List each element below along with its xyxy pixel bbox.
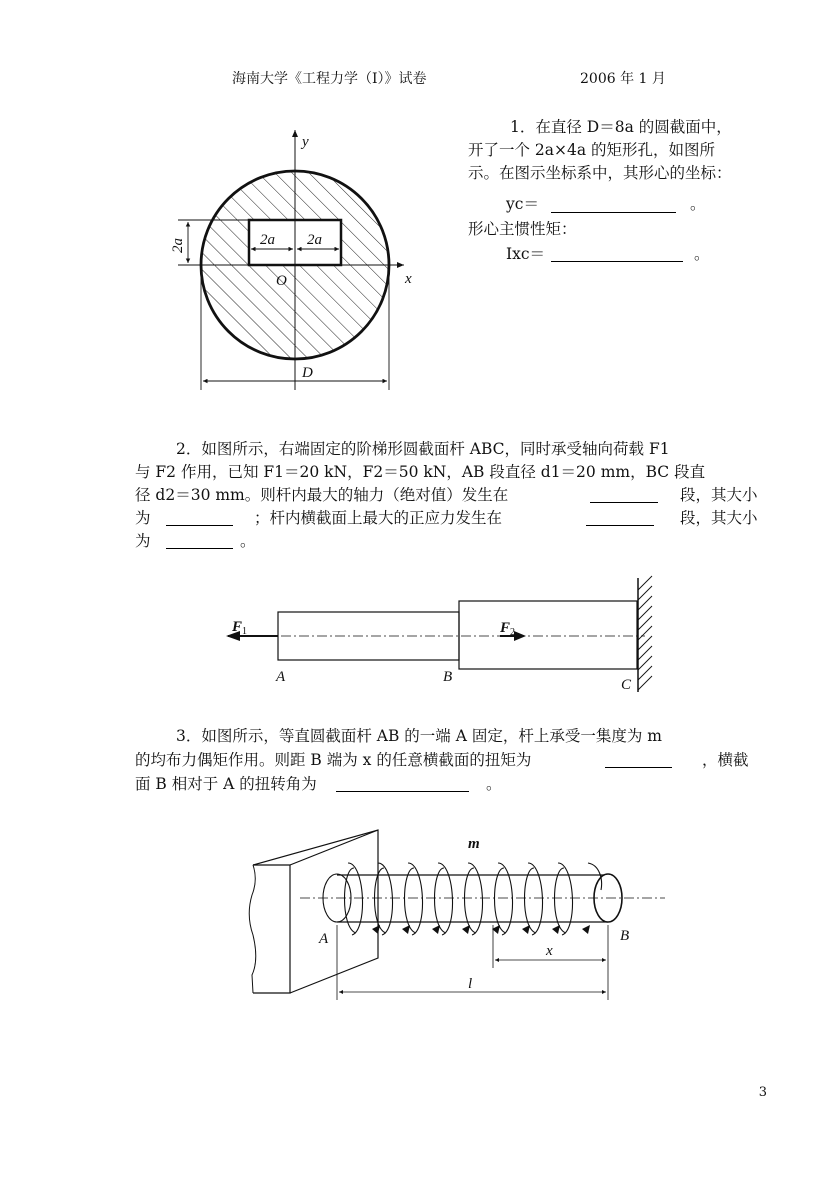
q2-f1-label: $F_1$ — [232, 619, 248, 637]
exam-date: 2006 年 1 月 — [580, 71, 666, 87]
q3-b-label: B — [620, 928, 630, 944]
q1-period2: 。 — [694, 245, 710, 263]
q2-a-label: A — [276, 669, 286, 685]
q2-line5a: 为 — [135, 532, 151, 550]
q3-l-label: l — [468, 976, 473, 992]
q1-o-label: O — [276, 273, 287, 289]
q1-w1-label: 2a — [260, 232, 275, 248]
q3-line1: 3．如图所示，等直圆截面杆 AB 的一端 A 固定，杆上承受一集度为 m — [176, 727, 662, 745]
q2-line5b: 。 — [240, 532, 256, 550]
q3-line2a: 的均布力偶矩作用。则距 B 端为 x 的任意横截面的扭矩为 — [135, 751, 532, 769]
q1-y-label: y — [302, 134, 309, 150]
q3-line2b: ，横截 — [702, 751, 749, 769]
page-number: 3 — [758, 1085, 767, 1100]
q1-w2-label: 2a — [307, 232, 322, 248]
q2-line1: 2．如图所示，右端固定的阶梯形圆截面杆 ABC，同时承受轴向荷载 F1 — [176, 440, 670, 458]
q1-line2: 开了一个 2a×4a 的矩形孔，如图所 — [468, 141, 716, 159]
q2-b-label: B — [443, 669, 453, 685]
exam-title: 海南大学《工程力学（I）》试卷 — [232, 71, 427, 87]
q3-line3b: 。 — [486, 775, 502, 793]
q2-line4a: 为 — [135, 509, 151, 527]
q3-couples — [345, 863, 602, 935]
q1-line1: 1．在直径 D＝8a 的圆截面中， — [510, 118, 732, 136]
q1-d-label: D — [302, 365, 313, 381]
q2-line2: 与 F2 作用，已知 F1＝20 kN，F2＝50 kN，AB 段直径 d1＝20 mm，BC 段直 — [135, 463, 706, 481]
q1-moment-label: 形心主惯性矩： — [468, 220, 577, 238]
q1-line3: 示。在图示坐标系中，其形心的坐标： — [468, 164, 732, 182]
q2-line4b: ；杆内横截面上最大的正应力发生在 — [254, 509, 503, 527]
q3-line3a: 面 B 相对于 A 的扭转角为 — [135, 775, 317, 793]
q2-line3a: 径 d2＝30 mm。则杆内最大的轴力（绝对值）发生在 — [135, 486, 509, 504]
q2-line3b: 段，其大小 — [680, 486, 758, 504]
q2-line4c: 段，其大小 — [680, 509, 758, 527]
q1-period1: 。 — [690, 195, 706, 213]
q1-x-label: x — [405, 271, 412, 287]
q3-m-label: m — [468, 836, 480, 852]
q1-h-label: 2a — [170, 238, 186, 253]
q3-a-label: A — [319, 931, 329, 947]
q1-yc-label: yc＝ — [506, 195, 539, 213]
q2-f2-label: $F_2$ — [500, 620, 516, 638]
q1-ixc-label: Ixc＝ — [506, 245, 546, 263]
q3-x-label: x — [546, 943, 553, 959]
q2-c-label: C — [621, 677, 632, 693]
